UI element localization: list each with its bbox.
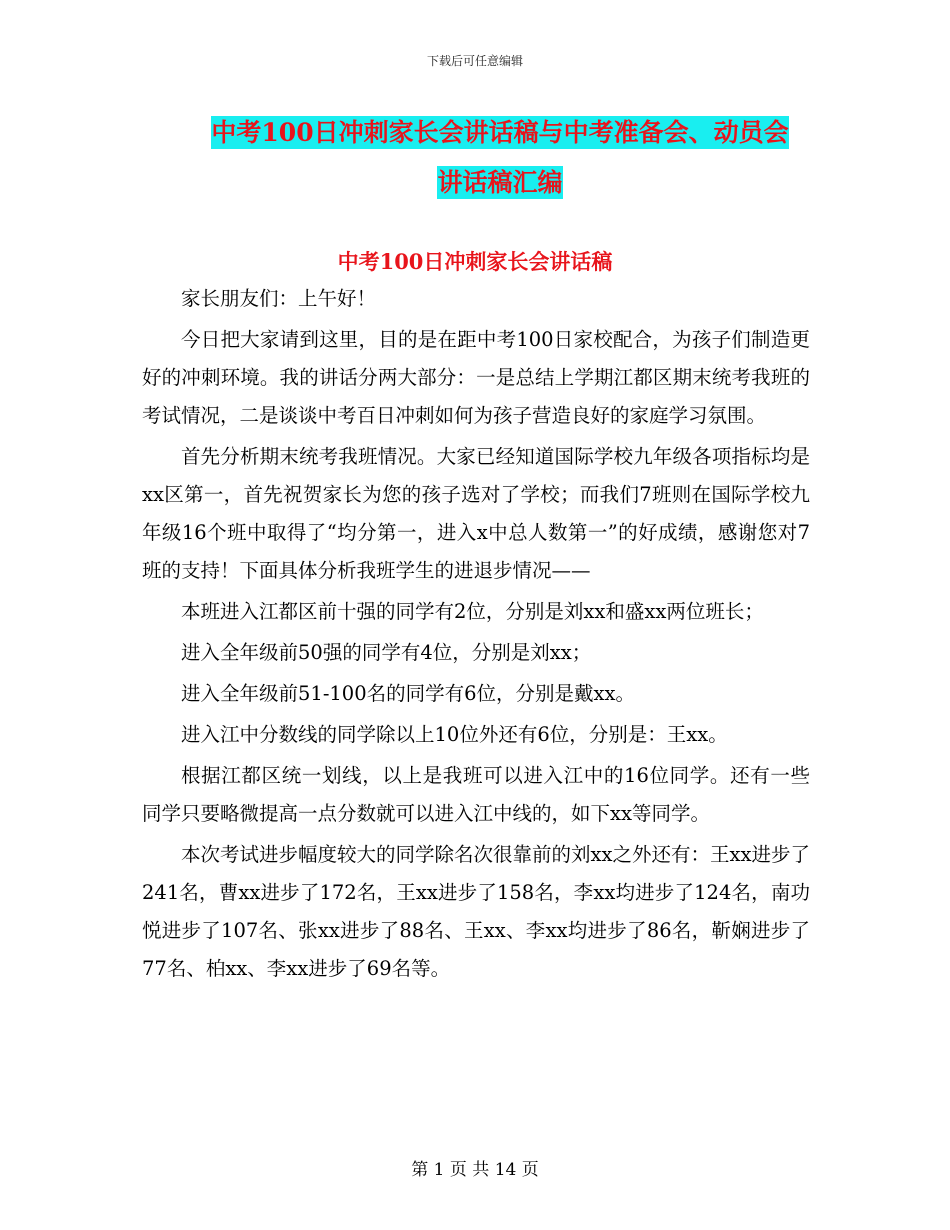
- paragraph: 家长朋友们：上午好！: [181, 287, 377, 310]
- page-footer: 第 1 页 共 14 页: [411, 1160, 539, 1180]
- paragraph: 首先分析期末统考我班情况。大家已经知道国际学校九年级各项指标均是xx区第一，首先祝贺家长为您的孩子选对了学校；而我们7班则在国际学校九年级16个班中取得了“均分第一，进入x中总人数第一”的好成绩，感谢您对7班的支持！下面具体分析我班学生的进退步情况——: [142, 445, 810, 582]
- paragraph: 进入江中分数线的同学除以上10位外还有6位，分别是：王xx。: [181, 723, 728, 746]
- document-title-line-2: 讲话稿汇编: [437, 168, 563, 197]
- paragraph: 根据江都区统一划线，以上是我班可以进入江中的16位同学。还有一些同学只要略微提高一点分数就可以进入江中线的，如下xx等同学。: [142, 764, 810, 825]
- paragraph: 进入全年级前51-100名的同学有6位，分别是戴xx。: [181, 682, 636, 705]
- paragraph: 本班进入江都区前十强的同学有2位，分别是刘xx和盛xx两位班长；: [181, 600, 764, 623]
- header-note: 下载后可任意编辑: [426, 54, 523, 68]
- document-title-line-1: 中考100日冲刺家长会讲话稿与中考准备会、动员会: [211, 118, 789, 147]
- paragraph: 本次考试进步幅度较大的同学除名次很靠前的刘xx之外还有：王xx进步了241名，曹xx进步了172名，王xx进步了158名，李xx均进步了124名，南功悦进步了107名、张xx进步了88名、王xx、李xx均进步了86名，靳娴进步了77名、柏xx、李xx进步了69名等。: [142, 843, 810, 980]
- body-text: [142, 280, 810, 991]
- section-title: 中考100日冲刺家长会讲话稿: [337, 249, 613, 274]
- paragraph: 进入全年级前50强的同学有4位，分别是刘xx；: [181, 641, 592, 664]
- paragraph: 今日把大家请到这里，目的是在距中考100日家校配合，为孩子们制造更好的冲刺环境。我的讲话分两大部分：一是总结上学期江都区期末统考我班的考试情况，二是谈谈中考百日冲刺如何为孩子营造良好的家庭学习氛围。: [142, 328, 810, 427]
- document-title: [150, 108, 850, 208]
